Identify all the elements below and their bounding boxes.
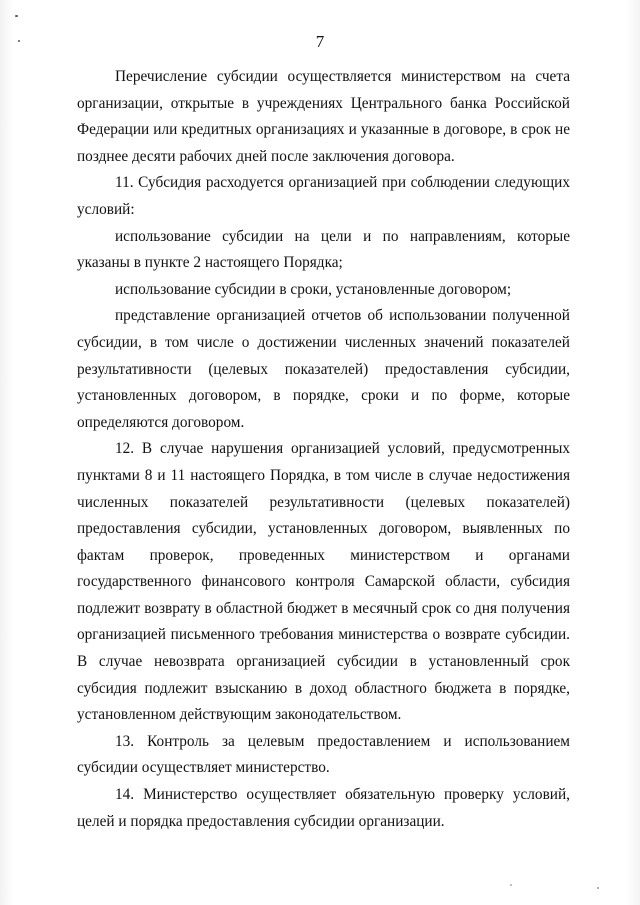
paragraph-condition-purpose: использование субсидии на цели и по направлениям, которые указаны в пункте 2 настоящего Порядка; [77,227,570,272]
document-body [77,64,570,835]
paragraph-condition-terms: использование субсидии в сроки, установленные договором; [115,280,512,298]
page-number: 7 [315,32,325,51]
scan-dot-mark [15,15,18,17]
paragraph-11: 11. Субсидия расходуется организацией при соблюдении следующих условий: [77,174,570,218]
paragraph-14: 14. Министерство осуществляет обязательную проверку условий, целей и порядка предоставления субсидии организации. [77,786,570,830]
paragraph-transfer: Перечисление субсидии осуществляется министерством на счета организации, открытые в учреждениях Центрального банка Российской Федерации или кредитных организациях и указанные в договоре, в срок не позднее десяти рабочих дней после заключения договора. [77,68,570,165]
paragraph-condition-reports: представление организацией отчетов об использовании полученной субсидии, в том числе о достижении численных значений показателей результативности (целевых показателей) предоставления субсидии, установленных договором, в порядке, сроки и по форме, которые определяются договором. [77,307,570,431]
scan-dot-mark [597,887,599,889]
paragraph-12: 12. В случае нарушения организацией условий, предусмотренных пунктами 8 и 11 настоящего Порядка, в том числе в случае недостижения численных показателей результативности (целевых показателей) предоставления субсидии, установленных договором, выявленных по фактам проверок, проведенных министерством и органами государственного финансового контроля Самарской области, субсидия подлежит возврату в областной бюджет в месячный срок со дня получения организацией письменного требования министерства о возврате субсидии. В случае невозврата организацией субсидии в установленный срок субсидия подлежит взысканию в доход областного бюджета в порядке, установленном действующим законодательством. [77,440,570,724]
paragraph-13: 13. Контроль за целевым предоставлением и использованием субсидии осуществляет министерство. [77,732,570,777]
scan-dot-mark [510,884,512,886]
